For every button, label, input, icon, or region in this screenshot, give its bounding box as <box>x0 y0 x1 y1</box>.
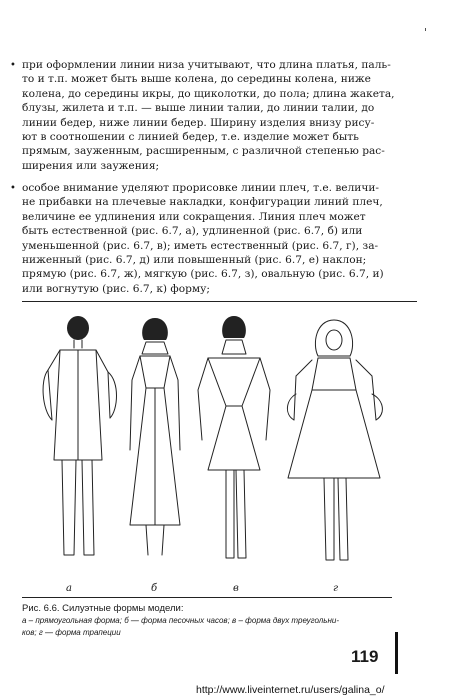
caption-title: Рис. 6.6. Силуэтные формы модели: <box>22 603 184 614</box>
paragraph-shoulder-line <box>10 181 414 296</box>
watermark-url: http://www.liveinternet.ru/users/galina_o/ <box>196 684 385 696</box>
figure-c-two-triangles-coat <box>198 316 270 558</box>
text-line: колена, до середины икры, до щиколотки, до пола; длина жакета, <box>22 87 395 100</box>
text-line: линии бедер, ниже линии бедер. Ширину изделия внизу рису- <box>22 116 375 129</box>
paragraph-hem-line <box>10 58 414 173</box>
text-line: ниженный (рис. 6.7, д) или повышенный (рис. 6.7, е) наклон; <box>22 254 367 267</box>
figure-top-rule <box>22 301 417 302</box>
bullet-icon: • <box>10 183 16 194</box>
text-line: прямым, зауженным, расширенным, с различной степенью рас- <box>22 145 385 158</box>
caption-description-line: ков; г — форма трапеции <box>22 628 121 637</box>
text-line: быть естественной (рис. 6.7, а), удлиненной (рис. 6.7, б) или <box>22 225 363 238</box>
figure-label-a: а <box>66 583 72 594</box>
text-line: при оформлении линии низа учитывают, что длина платья, паль- <box>22 59 391 71</box>
figure-label-b: б <box>151 583 158 594</box>
bullet-icon: • <box>10 60 16 71</box>
corner-mark: ' <box>424 26 428 39</box>
silhouette-figures <box>22 310 417 580</box>
text-line: уменьшенной (рис. 6.7, в); иметь естественный (рис. 6.7, г), за- <box>22 239 379 252</box>
text-line: ют в соотношении с линией бедер, т.е. изделие может быть <box>22 131 359 144</box>
figure-label-d: г <box>333 583 339 594</box>
figure-bottom-rule <box>22 597 392 598</box>
figure-label-c: в <box>233 583 239 594</box>
text-line: особое внимание уделяют прорисовке линии плеч, т.е. величи- <box>22 182 380 194</box>
text-line: прямую (рис. 6.7, ж), мягкую (рис. 6.7, з), овальную (рис. 6.7, и) <box>22 268 384 281</box>
page-number: 119 <box>351 647 379 666</box>
figure-d-trapeze-coat <box>287 320 382 560</box>
page-number-bar <box>395 632 398 674</box>
figure-caption <box>22 603 402 638</box>
figure-a-rectangular-coat <box>43 316 116 555</box>
text-line: блузы, жилета и т.п. — выше линии талии, до линии талии, до <box>22 102 375 115</box>
text-line: не прибавки на плечевые накладки, конфигурации линий плеч, <box>22 196 383 209</box>
text-line: или вогнутую (рис. 6.7, к) форму; <box>22 282 210 295</box>
caption-description-line: а – прямоугольная форма; б — форма песочных часов; в – форма двух треугольни- <box>22 616 339 625</box>
figure-b-hourglass-coat <box>130 318 180 555</box>
text-line: ширения или заужения; <box>22 159 160 172</box>
text-line: то и т.п. может быть выше колена, до середины колена, ниже <box>22 73 371 86</box>
text-line: величине ее удлинения или сокращения. Линия плеч может <box>22 210 366 223</box>
